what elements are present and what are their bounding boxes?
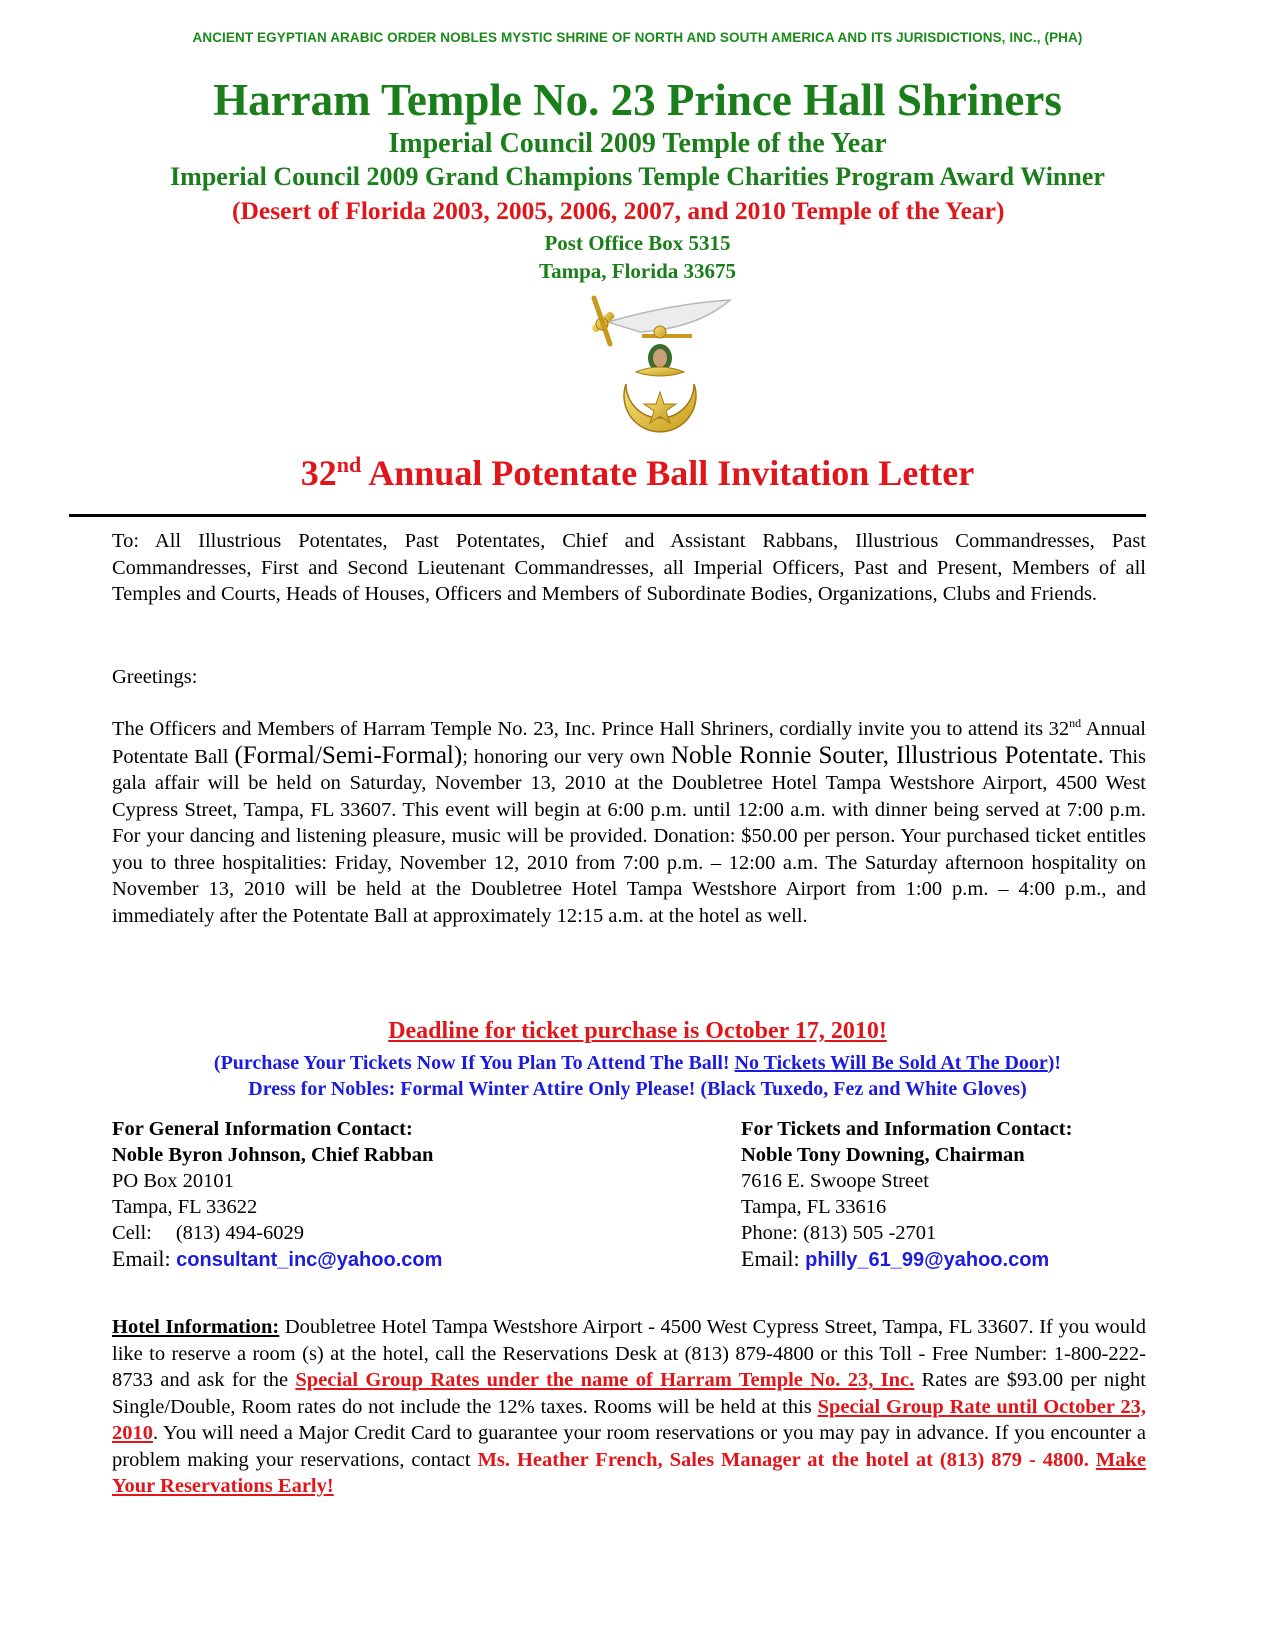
hotel-information [112, 1314, 1146, 1500]
contact-city-line: Tampa, FL 33622 [112, 1196, 258, 1218]
title-number: 32 [300, 453, 337, 493]
hotel-space [1089, 1449, 1096, 1471]
purchase-notice [0, 1052, 1275, 1075]
hotel-contact: Ms. Heather French, Sales Manager at the hotel at (813) 879 - 4800. [477, 1448, 1089, 1471]
general-info-contact [112, 1116, 652, 1273]
body-part-c: ; honoring our very own [462, 745, 671, 768]
cell-label: Cell: [112, 1222, 152, 1244]
award-temple-of-year: Imperial Council 2009 Temple of the Year [388, 128, 887, 159]
body-formal: (Formal/Semi-Formal) [234, 741, 463, 769]
hotel-text-b: Rates are $93.00 per night Single/Double, Room rates do not include the 12% taxes. Rooms will be held at this [112, 1369, 1147, 1418]
contact-address-line: 7616 E. Swoope Street [741, 1170, 929, 1192]
hotel-label: Hotel Information: [112, 1316, 280, 1338]
temple-title: Harram Temple No. 23 Prince Hall Shriners [213, 75, 1062, 125]
contact-heading: For Tickets and Information Contact: [741, 1118, 1073, 1140]
body-part-b: Annual Potentate Ball [112, 718, 1146, 768]
contact-role: , Chairman [924, 1144, 1025, 1166]
dress-code: Dress for Nobles: Formal Winter Attire Only Please! (Black Tuxedo, Fez and White Gloves) [248, 1078, 1027, 1100]
purchase-text: (Purchase Your Tickets Now If You Plan To Attend The Ball! [213, 1052, 735, 1074]
shriners-emblem-icon [580, 292, 740, 452]
tickets-info-contact [741, 1116, 1191, 1273]
ticket-deadline: Deadline for ticket purchase is October 17, 2010! [388, 1018, 887, 1044]
contact-heading: For General Information Contact: [112, 1118, 413, 1140]
po-box: Post Office Box 5315 [544, 231, 731, 255]
order-banner: ANCIENT EGYPTIAN ARABIC ORDER NOBLES MYSTIC SHRINE OF NORTH AND SOUTH AMERICA AND ITS JURISDICTIONS, INC., (PHA) [192, 30, 1083, 45]
email-label: Email: [741, 1246, 806, 1271]
title-suffix: nd [336, 452, 362, 477]
body-honoree: Noble Ronnie Souter, Illustrious Potentate. [670, 741, 1104, 769]
contact-city-line: Tampa, FL 33616 [741, 1196, 887, 1218]
desert-awards: (Desert of Florida 2003, 2005, 2006, 2007, and 2010 Temple of the Year) [232, 196, 1005, 225]
title-text: Annual Potentate Ball Invitation Letter [361, 453, 975, 493]
greeting: Greetings: [112, 666, 198, 688]
hotel-text-c: . You will need a Major Credit Card to guarantee your room reservations or you may pay in advance. If you encounter a problem making your reservations, contact [112, 1422, 1146, 1471]
group-rate-deadline: Special Group Rate until October 23, 2010 [112, 1395, 1147, 1444]
body-sup: nd [1069, 716, 1082, 731]
cell-number: (813) 494-6029 [175, 1222, 304, 1244]
city-zip: Tampa, Florida 33675 [539, 259, 736, 283]
email-link[interactable]: consultant_inc@yahoo.com [176, 1249, 443, 1271]
body-part-d: This gala affair will be held on Saturday, November 13, 2010 at the Doubletree Hotel Tampa Westshore Airport, 4500 West Cypress Street, Tampa, FL 33607. This event will begin at 6:00 p.m. until 12:00 a.m. with dinner being served at 7:00 p.m. For your dancing and listening pleasure, music will be provided. Donation: $50.00 per person. Your purchased ticket entitles you to three hospitalities: Friday, November 12, 2010 from 7:00 p.m. – 12:00 a.m. The Saturday afternoon hospitality on November 13, 2010 will be held at the Doubletree Hotel Tampa Westshore Airport from 1:00 p.m. – 4:00 p.m., and immediately after the Potentate Ball at approximately 12:15 a.m. at the hotel as well. [112, 745, 1146, 927]
recipients-paragraph: To: All Illustrious Potentates, Past Potentates, Chief and Assistant Rabbans, Illustrious Commandresses, Past Commandresses, First and Second Lieutenant Commandresses, all Imperial Officers, Past and Present, Members of all Temples and Courts, Heads of Houses, Officers and Members of Subordinate Bodies, Organizations, Clubs and Friends. [112, 530, 1146, 605]
email-link[interactable]: philly_61_99@yahoo.com [805, 1249, 1050, 1271]
group-rates-highlight: Special Group Rates under the name of Harram Temple No. 23, Inc. [295, 1369, 915, 1391]
award-charities: Imperial Council 2009 Grand Champions Temple Charities Program Award Winner [170, 162, 1105, 191]
contact-address-line: PO Box 20101 [112, 1170, 234, 1192]
email-label: Email: [112, 1246, 177, 1271]
reserve-early: Make Your Reservations Early! [112, 1448, 1146, 1497]
invitation-body [112, 716, 1146, 929]
phone-number: (813) 505 -2701 [803, 1222, 937, 1244]
purchase-end: )! [1047, 1052, 1062, 1074]
phone-label: Phone: [741, 1222, 798, 1244]
body-part-a: The Officers and Members of Harram Temple No. 23, Inc. Prince Hall Shriners, cordially invite you to attend its 32 [112, 718, 1070, 740]
title-divider [69, 514, 1146, 517]
contact-name: Noble Tony Downing [741, 1144, 925, 1166]
no-door-sales: No Tickets Will Be Sold At The Door [734, 1052, 1048, 1074]
contact-name: Noble Byron Johnson, Chief Rabban [112, 1144, 434, 1166]
hotel-text-a: Doubletree Hotel Tampa Westshore Airport - 4500 West Cypress Street, Tampa, FL 33607. If you would like to reserve a room (s) at the hotel, call the Reservations Desk at (813) 879-4800 or this Toll - Free Number: 1-800-222-8733 and ask for the [112, 1316, 1146, 1391]
letter-title [0, 452, 1275, 494]
